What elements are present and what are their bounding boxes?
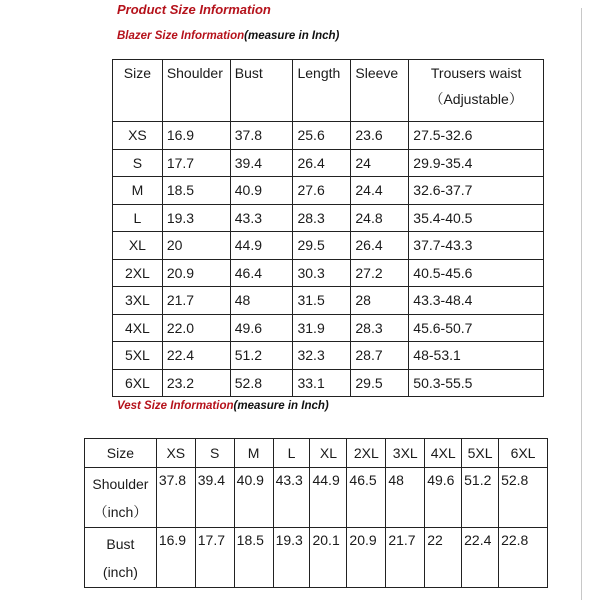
blazer-value-cell: 30.3 [293, 259, 351, 287]
blazer-value-cell: 39.4 [230, 149, 293, 177]
blazer-value-cell: 43.3-48.4 [409, 287, 544, 315]
blazer-heading [117, 30, 339, 42]
vest-shoulder-value: 39.4 [195, 468, 234, 528]
blazer-row [113, 369, 544, 397]
blazer-unit-note: (measure in Inch) [244, 30, 340, 42]
vest-bust-value: 20.1 [310, 528, 347, 588]
blazer-header-cell: Sleeve [351, 60, 409, 122]
blazer-header-row [113, 60, 544, 122]
blazer-value-cell: 16.9 [162, 122, 230, 150]
vest-shoulder-value: 43.3 [273, 468, 310, 528]
vest-shoulder-value: 40.9 [234, 468, 273, 528]
blazer-value-cell: 25.6 [293, 122, 351, 150]
vest-shoulder-row [85, 468, 548, 528]
blazer-header-cell-trousers [409, 60, 544, 122]
blazer-row [113, 177, 544, 205]
blazer-value-cell: 48-53.1 [409, 342, 544, 370]
blazer-size-cell: 2XL [113, 259, 163, 287]
blazer-value-cell: 24.8 [351, 204, 409, 232]
blazer-row [113, 149, 544, 177]
blazer-size-cell: S [113, 149, 163, 177]
blazer-size-cell: 3XL [113, 287, 163, 315]
vest-header-size: 4XL [425, 439, 462, 468]
blazer-value-cell: 22.4 [162, 342, 230, 370]
vest-header-size-label: Size [85, 439, 157, 468]
blazer-value-cell: 33.1 [293, 369, 351, 397]
blazer-row [113, 232, 544, 260]
vest-bust-value: 18.5 [234, 528, 273, 588]
blazer-row [113, 259, 544, 287]
vest-header-size: 6XL [499, 439, 548, 468]
blazer-value-cell: 31.5 [293, 287, 351, 315]
blazer-value-cell: 35.4-40.5 [409, 204, 544, 232]
blazer-value-cell: 37.8 [230, 122, 293, 150]
vest-shoulder-label-cell [85, 468, 157, 528]
blazer-value-cell: 28.7 [351, 342, 409, 370]
blazer-value-cell: 24.4 [351, 177, 409, 205]
vest-heading-text: Vest Size Information [117, 400, 234, 412]
vest-shoulder-unit: （inch） [93, 503, 148, 520]
vest-unit-note: (measure in Inch) [233, 400, 329, 412]
blazer-value-cell: 17.7 [162, 149, 230, 177]
blazer-value-cell: 28.3 [351, 314, 409, 342]
blazer-row [113, 314, 544, 342]
trousers-waist-label: Trousers waist [430, 65, 522, 81]
blazer-row [113, 342, 544, 370]
vest-bust-label: Bust [106, 535, 135, 552]
blazer-value-cell: 22.0 [162, 314, 230, 342]
blazer-value-cell: 19.3 [162, 204, 230, 232]
vest-header-size: 3XL [386, 439, 425, 468]
blazer-value-cell: 29.5 [351, 369, 409, 397]
vest-bust-value: 22.4 [462, 528, 499, 588]
blazer-row [113, 204, 544, 232]
blazer-size-cell: M [113, 177, 163, 205]
vest-shoulder-value: 51.2 [462, 468, 499, 528]
blazer-size-cell: XS [113, 122, 163, 150]
blazer-value-cell: 27.5-32.6 [409, 122, 544, 150]
blazer-value-cell: 29.9-35.4 [409, 149, 544, 177]
blazer-value-cell: 32.3 [293, 342, 351, 370]
blazer-value-cell: 43.3 [230, 204, 293, 232]
blazer-size-cell: 4XL [113, 314, 163, 342]
blazer-size-cell: 6XL [113, 369, 163, 397]
blazer-header-cell: Bust [230, 60, 293, 122]
vest-shoulder-value: 52.8 [499, 468, 548, 528]
vest-shoulder-value: 48 [386, 468, 425, 528]
vest-bust-value: 19.3 [273, 528, 310, 588]
vest-size-table [84, 438, 548, 588]
vest-header-size: 2XL [347, 439, 386, 468]
vest-shoulder-value: 44.9 [310, 468, 347, 528]
vest-shoulder-value: 49.6 [425, 468, 462, 528]
vest-header-size: XL [310, 439, 347, 468]
blazer-size-cell: 5XL [113, 342, 163, 370]
blazer-value-cell: 23.2 [162, 369, 230, 397]
vest-bust-value: 22.8 [499, 528, 548, 588]
page-right-border [581, 8, 582, 600]
blazer-header-cell: Length [293, 60, 351, 122]
blazer-value-cell: 23.6 [351, 122, 409, 150]
blazer-value-cell: 24 [351, 149, 409, 177]
blazer-header-cell: Shoulder [162, 60, 230, 122]
vest-bust-value: 20.9 [347, 528, 386, 588]
blazer-value-cell: 27.2 [351, 259, 409, 287]
blazer-value-cell: 20 [162, 232, 230, 260]
blazer-value-cell: 45.6-50.7 [409, 314, 544, 342]
blazer-size-cell: L [113, 204, 163, 232]
vest-shoulder-value: 46.5 [347, 468, 386, 528]
blazer-value-cell: 37.7-43.3 [409, 232, 544, 260]
vest-header-size: XS [156, 439, 195, 468]
vest-header-size: 5XL [462, 439, 499, 468]
vest-bust-row [85, 528, 548, 588]
blazer-value-cell: 52.8 [230, 369, 293, 397]
blazer-heading-text: Blazer Size Information [117, 30, 245, 42]
blazer-value-cell: 31.9 [293, 314, 351, 342]
vest-heading [117, 400, 329, 412]
adjustable-note: （Adjustable） [429, 91, 523, 107]
blazer-header-cell: Size [113, 60, 163, 122]
blazer-value-cell: 20.9 [162, 259, 230, 287]
vest-bust-unit: (inch) [102, 563, 138, 580]
blazer-value-cell: 32.6-37.7 [409, 177, 544, 205]
blazer-value-cell: 27.6 [293, 177, 351, 205]
blazer-value-cell: 18.5 [162, 177, 230, 205]
blazer-value-cell: 21.7 [162, 287, 230, 315]
blazer-size-cell: XL [113, 232, 163, 260]
blazer-table-body [113, 122, 544, 397]
vest-bust-label-cell [85, 528, 157, 588]
blazer-value-cell: 50.3-55.5 [409, 369, 544, 397]
blazer-value-cell: 26.4 [351, 232, 409, 260]
vest-header-row [85, 439, 548, 468]
vest-shoulder-label: Shoulder [92, 475, 149, 492]
blazer-value-cell: 29.5 [293, 232, 351, 260]
vest-shoulder-value: 37.8 [156, 468, 195, 528]
blazer-value-cell: 40.9 [230, 177, 293, 205]
blazer-row [113, 287, 544, 315]
blazer-value-cell: 48 [230, 287, 293, 315]
blazer-value-cell: 28.3 [293, 204, 351, 232]
vest-bust-value: 21.7 [386, 528, 425, 588]
vest-bust-value: 16.9 [156, 528, 195, 588]
blazer-value-cell: 51.2 [230, 342, 293, 370]
vest-header-size: S [195, 439, 234, 468]
blazer-value-cell: 28 [351, 287, 409, 315]
blazer-value-cell: 44.9 [230, 232, 293, 260]
blazer-value-cell: 49.6 [230, 314, 293, 342]
blazer-value-cell: 46.4 [230, 259, 293, 287]
blazer-value-cell: 40.5-45.6 [409, 259, 544, 287]
blazer-row [113, 122, 544, 150]
vest-bust-value: 17.7 [195, 528, 234, 588]
blazer-size-table [112, 59, 544, 397]
vest-header-size: M [234, 439, 273, 468]
vest-header-size: L [273, 439, 310, 468]
vest-bust-value: 22 [425, 528, 462, 588]
blazer-value-cell: 26.4 [293, 149, 351, 177]
page-title: Product Size Information [117, 2, 271, 17]
